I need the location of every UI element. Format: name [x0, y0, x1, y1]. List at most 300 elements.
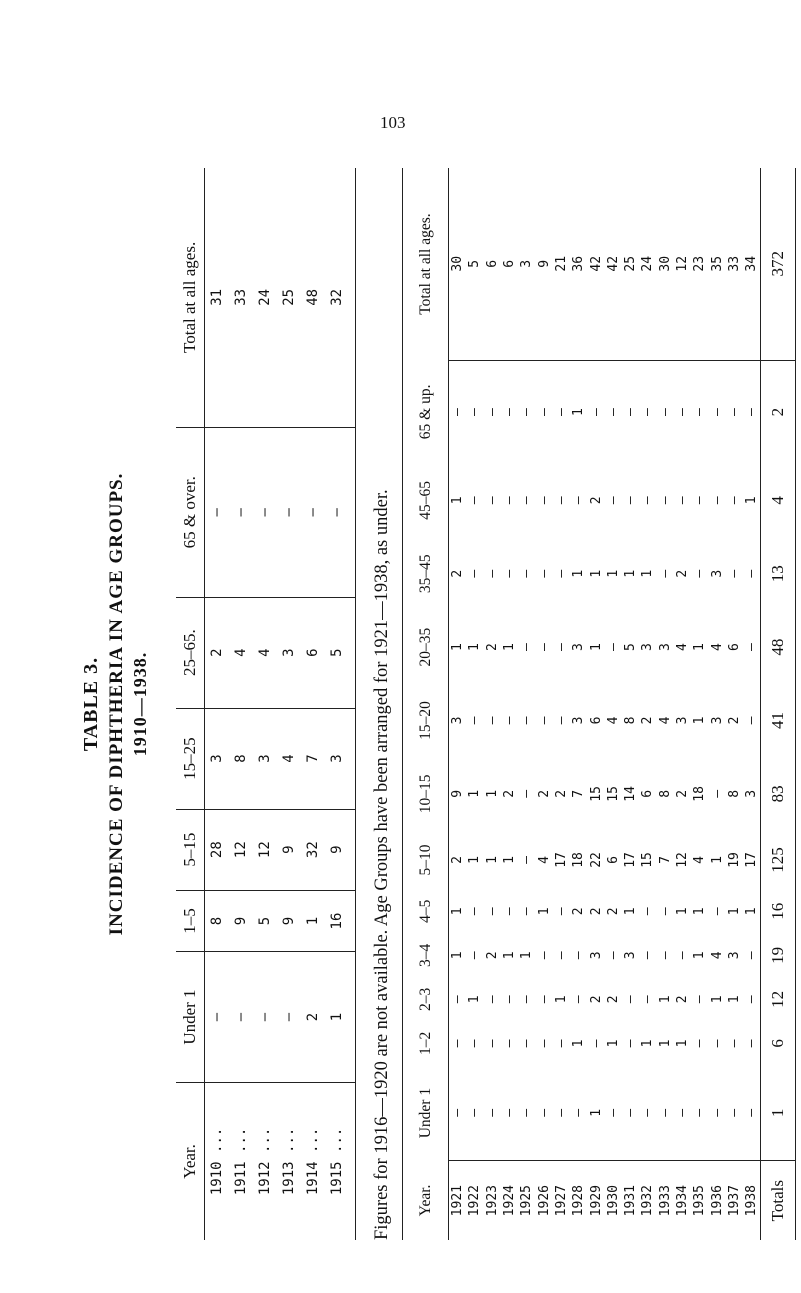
table-cell: 3: [744, 789, 760, 798]
table-cell: 4: [536, 856, 552, 864]
table-cell: 1: [692, 951, 708, 960]
table-cell: —: [519, 408, 535, 416]
table-cell: —: [605, 643, 621, 652]
table-cell: —: [675, 951, 690, 960]
table-cell: 3: [675, 716, 690, 725]
table-cell: —: [502, 716, 518, 725]
table-1921-1938: [402, 168, 796, 1240]
table-cell: —: [640, 951, 656, 960]
table2-header-cell: Under 1: [403, 1065, 449, 1160]
table-cell: —: [467, 569, 483, 578]
table-cell: 1: [588, 1108, 604, 1117]
table-row: [301, 168, 325, 1240]
table2-header-cell: 5–10: [403, 831, 449, 890]
totals-cell: 16: [761, 889, 796, 933]
table-cell: 1: [502, 856, 518, 864]
table-cell: 1931: [622, 1161, 639, 1240]
table-cell: 7: [301, 708, 325, 809]
table-cell: —: [450, 995, 466, 1004]
table-cell: 2: [726, 716, 742, 725]
table-cell: —: [709, 408, 725, 416]
table-cell: 2: [301, 952, 325, 1083]
table-cell: —: [744, 995, 760, 1004]
table-cell: —: [467, 951, 483, 960]
table-cell: —: [692, 408, 708, 416]
table-cell: 1: [571, 569, 587, 578]
table-row: [657, 168, 674, 1240]
table-cell: 2: [205, 597, 230, 708]
table-cell: 2: [553, 789, 569, 798]
table-cell: —: [484, 1108, 500, 1117]
table-cell: 34: [743, 168, 761, 360]
table-cell: 3: [640, 643, 656, 652]
table-cell: 1: [301, 890, 325, 952]
table-cell: 31: [205, 168, 230, 427]
table-cell: 3: [325, 708, 356, 809]
table-cell: —: [502, 995, 518, 1004]
table-row: [691, 168, 708, 1240]
table-cell: —: [744, 643, 760, 652]
table1-header-row: [176, 168, 205, 1240]
table-cell: —: [536, 496, 552, 505]
table-cell: 1937: [726, 1161, 743, 1240]
table1-header-cell: 65 & over.: [176, 427, 205, 597]
table-cell: —: [623, 995, 639, 1004]
table-cell: 1: [450, 907, 466, 916]
table-cell: —: [605, 408, 621, 416]
table-cell: 1926: [535, 1161, 552, 1240]
table-cell: 5: [466, 168, 483, 360]
table-cell: —: [675, 1108, 690, 1117]
table-cell: 1: [467, 643, 483, 652]
table-row: [205, 168, 230, 1240]
table-cell: 1: [588, 643, 604, 652]
table-cell: 14: [623, 786, 639, 802]
table-cell: 1910 ...: [209, 1127, 225, 1196]
table-cell: —: [605, 951, 621, 960]
table-cell: 30: [657, 168, 674, 360]
table-cell: 6: [484, 168, 501, 360]
table-cell: 1928: [570, 1161, 587, 1240]
table-cell: 1: [571, 408, 587, 416]
table-cell: —: [726, 569, 742, 578]
table-cell: —: [709, 1039, 725, 1048]
table-years: 1910—1938.: [130, 651, 150, 757]
table-cell: 12: [675, 852, 690, 868]
table-cell: —: [484, 496, 500, 505]
table-cell: 7: [571, 789, 587, 798]
table-cell: —: [536, 643, 552, 652]
table-cell: 4: [692, 856, 708, 864]
table-cell: 23: [691, 168, 708, 360]
table-title: INCIDENCE OF DIPHTHERIA IN AGE GROUPS.: [106, 472, 127, 936]
table-cell: 8: [623, 716, 639, 725]
table-cell: —: [571, 995, 587, 1004]
table-cell: 1: [484, 789, 500, 798]
table-cell: —: [277, 427, 301, 597]
table-cell: 17: [553, 852, 569, 868]
table-cell: 19: [726, 852, 742, 868]
table-cell: —: [640, 1108, 656, 1117]
table-cell: —: [277, 952, 301, 1083]
table-label: TABLE 3.: [80, 656, 102, 752]
table-cell: —: [640, 496, 656, 505]
table-cell: 6: [640, 789, 656, 798]
table-cell: 5: [623, 643, 639, 652]
table-cell: —: [744, 1039, 760, 1048]
table-cell: —: [744, 1108, 760, 1117]
table-cell: 30: [449, 168, 467, 360]
table-cell: 32: [325, 168, 356, 427]
table-cell: —: [553, 907, 569, 916]
table-cell: —: [553, 569, 569, 578]
table-cell: 5: [253, 890, 277, 952]
table-cell: —: [657, 1108, 673, 1117]
table-cell: 3: [277, 597, 301, 708]
table-cell: 2: [675, 995, 690, 1004]
table-cell: 2: [536, 789, 552, 798]
table-cell: 1: [502, 643, 518, 652]
table-cell: 2: [640, 716, 656, 725]
table-cell: —: [553, 643, 569, 652]
table-cell: 1: [502, 951, 518, 960]
table-cell: —: [709, 496, 725, 505]
table2-header-cell: Total at all ages.: [403, 168, 449, 360]
totals-cell: 13: [761, 537, 796, 610]
table-cell: 7: [657, 856, 673, 864]
table-cell: —: [553, 951, 569, 960]
table-cell: —: [692, 569, 708, 578]
table-cell: —: [519, 496, 535, 505]
table-cell: —: [640, 408, 656, 416]
table-row: [466, 168, 483, 1240]
table-cell: —: [502, 1039, 518, 1048]
table-cell: 1: [709, 995, 725, 1004]
table-cell: 25: [622, 168, 639, 360]
table-cell: —: [571, 1108, 587, 1117]
table-cell: —: [467, 408, 483, 416]
table-cell: 1: [726, 995, 742, 1004]
table-cell: 1: [657, 1039, 673, 1048]
table-cell: —: [229, 427, 253, 597]
table-cell: 1: [623, 569, 639, 578]
table-cell: —: [553, 716, 569, 725]
table-row: [553, 168, 570, 1240]
table-cell: 2: [450, 569, 466, 578]
table-cell: —: [571, 951, 587, 960]
table-cell: —: [536, 716, 552, 725]
table-row: [674, 168, 691, 1240]
table-cell: 3: [253, 708, 277, 809]
table-cell: —: [657, 907, 673, 916]
table1-header-cell: 25–65.: [176, 597, 205, 708]
table-row: [587, 168, 604, 1240]
totals-cell: 372: [761, 168, 796, 360]
table-cell: —: [450, 408, 466, 416]
table-cell: 1924: [501, 1161, 518, 1240]
totals-cell: 12: [761, 977, 796, 1021]
table-cell: —: [692, 1039, 708, 1048]
table-row: [449, 168, 467, 1240]
table-cell: —: [553, 1108, 569, 1117]
table-cell: —: [623, 408, 639, 416]
table-cell: 1: [450, 951, 466, 960]
totals-cell: 2: [761, 360, 796, 464]
table-cell: —: [519, 856, 535, 864]
table-cell: —: [467, 716, 483, 725]
table-cell: 2: [588, 995, 604, 1004]
table-cell: 2: [588, 496, 604, 505]
table-row: [570, 168, 587, 1240]
table-cell: 3: [205, 708, 230, 809]
table-cell: 2: [450, 856, 466, 864]
table-cell: 1: [605, 569, 621, 578]
table1-header-cell: Year.: [176, 1082, 205, 1240]
table-cell: —: [553, 1039, 569, 1048]
table-cell: 3: [657, 643, 673, 652]
table-cell: 1934: [674, 1161, 691, 1240]
table-cell: —: [588, 1039, 604, 1048]
table-cell: 3: [518, 168, 535, 360]
table-cell: —: [502, 496, 518, 505]
table-cell: 6: [301, 597, 325, 708]
table-cell: —: [623, 1039, 639, 1048]
totals-cell: 83: [761, 757, 796, 830]
table-cell: 8: [726, 789, 742, 798]
table-cell: 2: [588, 907, 604, 916]
table-cell: —: [744, 408, 760, 416]
table-cell: 1925: [518, 1161, 535, 1240]
table-cell: —: [205, 427, 230, 597]
table1-header-cell: 1–5: [176, 890, 205, 952]
table-cell: —: [657, 496, 673, 505]
table-row: [229, 168, 253, 1240]
table-cell: 1935: [691, 1161, 708, 1240]
table-cell: —: [502, 907, 518, 916]
table-cell: 17: [744, 852, 760, 868]
table-cell: 3: [709, 716, 725, 725]
table2-header-row: [403, 168, 449, 1240]
table-cell: 1: [692, 643, 708, 652]
table-cell: 15: [605, 786, 621, 802]
table-cell: 1: [692, 716, 708, 725]
table-cell: —: [675, 496, 690, 505]
table-cell: 2: [675, 789, 690, 798]
table-cell: 1911 ...: [233, 1127, 249, 1196]
table-cell: 16: [325, 890, 356, 952]
table-cell: 3: [450, 716, 466, 725]
table-cell: 2: [571, 907, 587, 916]
table-cell: 1932: [639, 1161, 656, 1240]
table-cell: 1: [692, 907, 708, 916]
table-cell: 9: [277, 809, 301, 890]
totals-row: [761, 168, 796, 1240]
table-cell: 42: [587, 168, 604, 360]
table-cell: 1: [657, 995, 673, 1004]
table-cell: —: [536, 408, 552, 416]
table-cell: 1: [623, 907, 639, 916]
table-cell: —: [744, 716, 760, 725]
table-cell: 2: [484, 951, 500, 960]
table-cell: 1: [640, 1039, 656, 1048]
table2-header-cell: 3–4: [403, 933, 449, 977]
table-cell: —: [484, 716, 500, 725]
table-cell: 1: [675, 1039, 690, 1048]
table-cell: 12: [674, 168, 691, 360]
table-cell: 21: [553, 168, 570, 360]
table-cell: 2: [502, 789, 518, 798]
table-cell: —: [253, 427, 277, 597]
table2-header-cell: 2–3: [403, 977, 449, 1021]
table-cell: 1: [553, 995, 569, 1004]
table-cell: 17: [623, 852, 639, 868]
table-cell: —: [450, 1108, 466, 1117]
table2-header-cell: 1–2: [403, 1021, 449, 1065]
table-row: [605, 168, 622, 1240]
table-cell: 1: [467, 856, 483, 864]
table-cell: 9: [450, 789, 466, 798]
totals-cell: Totals: [761, 1161, 796, 1240]
table-cell: —: [553, 496, 569, 505]
table-cell: 4: [657, 716, 673, 725]
table-cell: —: [484, 995, 500, 1004]
table-cell: 1913 ...: [281, 1127, 297, 1196]
table-cell: —: [325, 427, 356, 597]
table-cell: 1921: [449, 1161, 467, 1240]
table-cell: 1: [571, 1039, 587, 1048]
table-cell: 1936: [708, 1161, 725, 1240]
table-cell: 4: [229, 597, 253, 708]
table-cell: —: [709, 1108, 725, 1117]
table-cell: —: [571, 496, 587, 505]
table-cell: —: [623, 496, 639, 505]
table-cell: —: [502, 1108, 518, 1117]
table-cell: 1: [605, 1039, 621, 1048]
table2-header-cell: 4–5: [403, 889, 449, 933]
table-cell: 6: [588, 716, 604, 725]
table-row: [277, 168, 301, 1240]
table-cell: —: [519, 907, 535, 916]
table-cell: 2: [675, 569, 690, 578]
table-cell: —: [692, 496, 708, 505]
table-cell: 12: [229, 809, 253, 890]
table-row: [708, 168, 725, 1240]
table2-header-cell: Year.: [403, 1161, 449, 1240]
table-cell: 1933: [657, 1161, 674, 1240]
table-row: [535, 168, 552, 1240]
page-number: 103: [380, 113, 406, 132]
table-cell: 3: [588, 951, 604, 960]
table-cell: —: [519, 569, 535, 578]
table-cell: —: [536, 1039, 552, 1048]
table-cell: 9: [535, 168, 552, 360]
table-cell: 2: [605, 995, 621, 1004]
table-cell: —: [588, 408, 604, 416]
table-row: [726, 168, 743, 1240]
table2-header-cell: 35–45: [403, 537, 449, 610]
table-cell: 28: [205, 809, 230, 890]
table-cell: —: [709, 907, 725, 916]
table-row: [518, 168, 535, 1240]
table-cell: —: [502, 569, 518, 578]
table1-header-cell: 5–15: [176, 809, 205, 890]
table-row: [743, 168, 761, 1240]
table-cell: 3: [571, 643, 587, 652]
table-cell: 4: [605, 716, 621, 725]
table-cell: 1927: [553, 1161, 570, 1240]
table-cell: 1915 ...: [329, 1127, 345, 1196]
table-cell: —: [205, 952, 230, 1083]
totals-cell: 125: [761, 831, 796, 890]
table-cell: —: [484, 1039, 500, 1048]
table-cell: 8: [657, 789, 673, 798]
table2-header-cell: 15–20: [403, 684, 449, 757]
table-cell: 4: [253, 597, 277, 708]
table-cell: 1: [325, 952, 356, 1083]
table-cell: 33: [726, 168, 743, 360]
table-cell: 6: [501, 168, 518, 360]
table-cell: —: [726, 1039, 742, 1048]
table-cell: —: [467, 1108, 483, 1117]
table-cell: 1938: [743, 1161, 761, 1240]
table-cell: 24: [639, 168, 656, 360]
table-cell: 18: [571, 852, 587, 868]
totals-cell: 6: [761, 1021, 796, 1065]
table-cell: 2: [484, 643, 500, 652]
table-cell: —: [657, 569, 673, 578]
table-cell: —: [605, 496, 621, 505]
table2-header-cell: 20–35: [403, 610, 449, 683]
table-cell: 8: [205, 890, 230, 952]
table-cell: —: [502, 408, 518, 416]
table-cell: —: [536, 995, 552, 1004]
table-cell: —: [253, 952, 277, 1083]
totals-cell: 19: [761, 933, 796, 977]
table-cell: 1923: [484, 1161, 501, 1240]
table-cell: 42: [605, 168, 622, 360]
table-cell: —: [726, 1108, 742, 1117]
table2-header-cell: 65 & up.: [403, 360, 449, 464]
table-cell: —: [519, 643, 535, 652]
table-cell: 1: [450, 496, 466, 505]
table-cell: 1: [640, 569, 656, 578]
table-row: [484, 168, 501, 1240]
table-cell: 1: [467, 789, 483, 798]
table-cell: —: [657, 951, 673, 960]
table-cell: 1922: [466, 1161, 483, 1240]
table-row: [639, 168, 656, 1240]
table-cell: —: [484, 907, 500, 916]
totals-cell: 48: [761, 610, 796, 683]
table-cell: 32: [301, 809, 325, 890]
table-cell: —: [519, 716, 535, 725]
table-cell: 5: [325, 597, 356, 708]
table-cell: 1: [675, 907, 690, 916]
table-cell: —: [467, 496, 483, 505]
table-cell: 1: [744, 496, 760, 505]
table-cell: —: [450, 1039, 466, 1048]
totals-cell: 4: [761, 464, 796, 537]
table-cell: 1: [709, 856, 725, 864]
table-cell: 1: [484, 856, 500, 864]
table-cell: —: [623, 1108, 639, 1117]
table-cell: —: [657, 408, 673, 416]
table-cell: —: [519, 995, 535, 1004]
table-cell: —: [536, 951, 552, 960]
table-cell: 1930: [605, 1161, 622, 1240]
table-cell: —: [553, 408, 569, 416]
table-cell: 3: [623, 951, 639, 960]
